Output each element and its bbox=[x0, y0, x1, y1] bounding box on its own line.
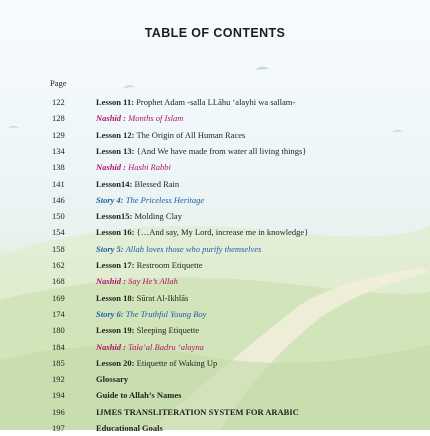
toc-entry[interactable] bbox=[0, 273, 430, 289]
toc-entry-text: The Truthful Young Boy bbox=[123, 308, 207, 319]
toc-entry-text: Sūrat Al-Ikhlās bbox=[134, 292, 189, 303]
toc-entry[interactable] bbox=[0, 290, 430, 306]
toc-page-number: 194 bbox=[52, 390, 65, 401]
toc-entry-text: The Priceless Heritage bbox=[123, 194, 205, 205]
toc-entry-title bbox=[96, 94, 295, 110]
toc-entry[interactable] bbox=[0, 208, 430, 224]
toc-entry-prefix: IJMES TRANSLITERATION SYSTEM FOR ARABIC bbox=[96, 406, 299, 417]
toc-entry-prefix: Guide to Allah’s Names bbox=[96, 390, 182, 401]
toc-entry-title bbox=[96, 224, 308, 240]
toc-page-number: 162 bbox=[52, 260, 65, 270]
toc-page-number: 174 bbox=[52, 308, 65, 319]
toc-page-number: 184 bbox=[52, 341, 65, 352]
toc-entry[interactable] bbox=[0, 143, 430, 159]
toc-entry-title bbox=[96, 143, 306, 159]
toc-entry[interactable] bbox=[0, 339, 430, 355]
toc-page-number: 128 bbox=[52, 113, 65, 124]
page-column-label: Page bbox=[50, 78, 67, 88]
toc-entry-prefix: Lesson 20: bbox=[96, 357, 135, 368]
toc-entry[interactable] bbox=[0, 110, 430, 126]
toc-entry-title bbox=[96, 404, 299, 420]
toc-page-number: 146 bbox=[52, 194, 65, 205]
toc-entry-prefix: Lesson 12: bbox=[96, 129, 135, 140]
toc-entry-prefix: Glossary bbox=[96, 374, 129, 385]
toc-entry-prefix: Lesson 13: bbox=[96, 145, 135, 156]
toc-entry-text: Etiquette of Waking Up bbox=[134, 357, 218, 368]
toc-entry-title bbox=[96, 387, 181, 403]
toc-page-number: 129 bbox=[52, 129, 65, 140]
toc-entry[interactable] bbox=[0, 306, 430, 322]
toc-entry-text: The Origin of All Human Races bbox=[134, 129, 246, 140]
toc-entry-text: {…And say, My Lord, increase me in knowledge} bbox=[134, 227, 309, 238]
toc-page-number: 168 bbox=[52, 276, 65, 287]
toc-entry-title bbox=[96, 420, 163, 436]
toc-entry-prefix: Nashid : bbox=[96, 113, 126, 124]
toc-page-number: 141 bbox=[52, 178, 65, 189]
toc-entry-title bbox=[96, 159, 171, 175]
toc-page-number: 192 bbox=[52, 374, 65, 385]
toc-entry-prefix: Lesson15: bbox=[96, 211, 133, 222]
toc-entry-text: Say He’s Allah bbox=[126, 276, 178, 287]
bird-icon bbox=[123, 85, 135, 88]
toc-entry[interactable] bbox=[0, 257, 430, 273]
toc-entry-text: Restroom Etiquette bbox=[134, 260, 203, 270]
toc-entry-text: Prophet Adam -salla LLāhu ‘alayhi wa sallam- bbox=[134, 97, 296, 107]
toc-entry-text: Sleeping Etiquette bbox=[134, 325, 200, 336]
toc-entry-title bbox=[96, 322, 199, 338]
toc-entry-text: Months of Islam bbox=[126, 113, 184, 124]
toc-entry-title bbox=[96, 339, 204, 355]
toc-entry-title bbox=[96, 127, 245, 143]
toc-entry-title bbox=[96, 273, 178, 289]
bird-icon bbox=[255, 67, 269, 70]
toc-entry-prefix: Educational Goals bbox=[96, 423, 163, 433]
toc-page-number: 134 bbox=[52, 145, 65, 156]
toc-entry[interactable] bbox=[0, 94, 430, 110]
toc-entry-prefix: Lesson 16: bbox=[96, 227, 135, 238]
toc-entry-prefix: Nashid : bbox=[96, 162, 126, 173]
page-title: TABLE OF CONTENTS bbox=[144, 26, 286, 40]
toc-entry-prefix: Story 5: bbox=[96, 243, 124, 254]
toc-entry-text: Blessed Rain bbox=[132, 178, 180, 189]
toc-entry-title bbox=[96, 176, 179, 192]
toc-entry[interactable] bbox=[0, 241, 430, 257]
toc-entry[interactable] bbox=[0, 224, 430, 240]
toc-entry[interactable] bbox=[0, 404, 430, 420]
toc-entry-prefix: Lesson 11: bbox=[96, 97, 135, 107]
toc-entry-text: Allah loves those who purify themselves bbox=[123, 243, 262, 254]
toc-page-number: 196 bbox=[52, 406, 65, 417]
toc-entry-title bbox=[96, 208, 182, 224]
toc-entry-title bbox=[96, 241, 261, 257]
toc-page-number: 154 bbox=[52, 227, 65, 238]
toc-page-number: 197 bbox=[52, 423, 65, 433]
toc-entry[interactable] bbox=[0, 127, 430, 143]
toc-entry-prefix: Nashid : bbox=[96, 341, 126, 352]
toc-entry-title bbox=[96, 355, 217, 371]
toc-entry-title bbox=[96, 371, 128, 387]
toc-page-number: 150 bbox=[52, 211, 65, 222]
toc-entry-prefix: Lesson 18: bbox=[96, 292, 135, 303]
toc-entry[interactable] bbox=[0, 159, 430, 175]
toc-entry-title bbox=[96, 192, 204, 208]
toc-page-number: 122 bbox=[52, 97, 65, 107]
toc-entry-prefix: Story 4: bbox=[96, 194, 124, 205]
toc-entry[interactable] bbox=[0, 371, 430, 387]
toc-entry[interactable] bbox=[0, 322, 430, 338]
toc-entry-prefix: Nashid : bbox=[96, 276, 126, 287]
toc-entry-prefix: Story 6: bbox=[96, 308, 124, 319]
toc-page-number: 158 bbox=[52, 243, 65, 254]
toc-page-number: 138 bbox=[52, 162, 65, 173]
toc-entry-text: Molding Clay bbox=[132, 211, 182, 222]
toc-entry-prefix: Lesson 19: bbox=[96, 325, 135, 336]
toc-entry-text: {And We have made from water all living things} bbox=[134, 145, 307, 156]
toc-page-number: 180 bbox=[52, 325, 65, 336]
toc-entry-prefix: Lesson 17: bbox=[96, 260, 135, 270]
toc-entry[interactable] bbox=[0, 387, 430, 403]
toc-page-number: 169 bbox=[52, 292, 65, 303]
toc-page-number: 185 bbox=[52, 357, 65, 368]
toc-entry-title bbox=[96, 110, 183, 126]
toc-entry-title bbox=[96, 290, 188, 306]
toc-entry-title bbox=[96, 306, 206, 322]
toc-entry[interactable] bbox=[0, 355, 430, 371]
toc-entry[interactable] bbox=[0, 192, 430, 208]
toc-entry-prefix: Lesson14: bbox=[96, 178, 133, 189]
toc-entry[interactable] bbox=[0, 420, 430, 436]
toc-entry-text: Tala’al Badru ‘alayna bbox=[126, 341, 204, 352]
toc-entry-text: Hasbi Rabbi bbox=[126, 162, 171, 173]
toc-entry[interactable] bbox=[0, 176, 430, 192]
toc-entry-title bbox=[96, 257, 203, 273]
